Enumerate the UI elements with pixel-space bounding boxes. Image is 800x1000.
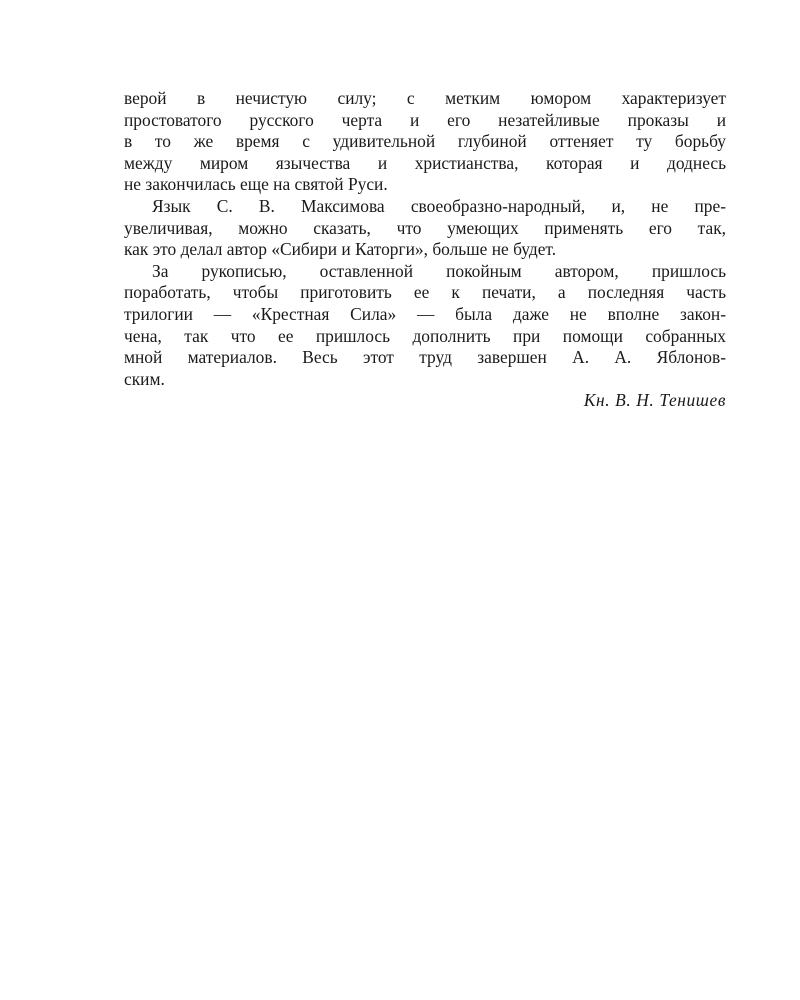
paragraph-line: простоватого русского черта и его незатейливые проказы и	[124, 109, 726, 130]
paragraph-line: чена, так что ее пришлось дополнить при помощи собранных	[124, 325, 726, 346]
paragraph-1	[124, 88, 726, 196]
signature: Кн. В. Н. Тенишев	[583, 390, 726, 411]
paragraph-line: поработать, чтобы приготовить ее к печати, а последняя часть	[124, 282, 726, 303]
paragraph-line: За рукописью, оставленной покойным автором, пришлось	[152, 260, 726, 281]
paragraph-line: увеличивая, можно сказать, что умеющих применять его так,	[124, 217, 726, 238]
paragraph-line: трилогии — «Крестная Сила» — была даже не вполне закон-	[124, 303, 726, 324]
paragraph-line: верой в нечистую силу; с метким юмором характеризует	[124, 88, 726, 108]
paragraph-line: в то же время с удивительной глубиной оттеняет ту борьбу	[124, 131, 726, 152]
paragraph-line: как это делал автор «Сибири и Каторги», больше не будет.	[124, 239, 557, 260]
paragraph-2	[124, 196, 726, 261]
paragraph-line: не закончилась еще на святой Руси.	[124, 174, 388, 195]
page-body	[124, 88, 726, 412]
paragraph-3	[124, 261, 726, 391]
paragraph-line: мной материалов. Весь этот труд завершен А. А. Яблонов-	[124, 347, 726, 368]
paragraph-line: Язык С. В. Максимова своеобразно-народный, и, не пре-	[152, 195, 726, 216]
paragraph-line: между миром язычества и христианства, которая и доднесь	[124, 152, 726, 173]
paragraph-line: ским.	[124, 368, 165, 389]
